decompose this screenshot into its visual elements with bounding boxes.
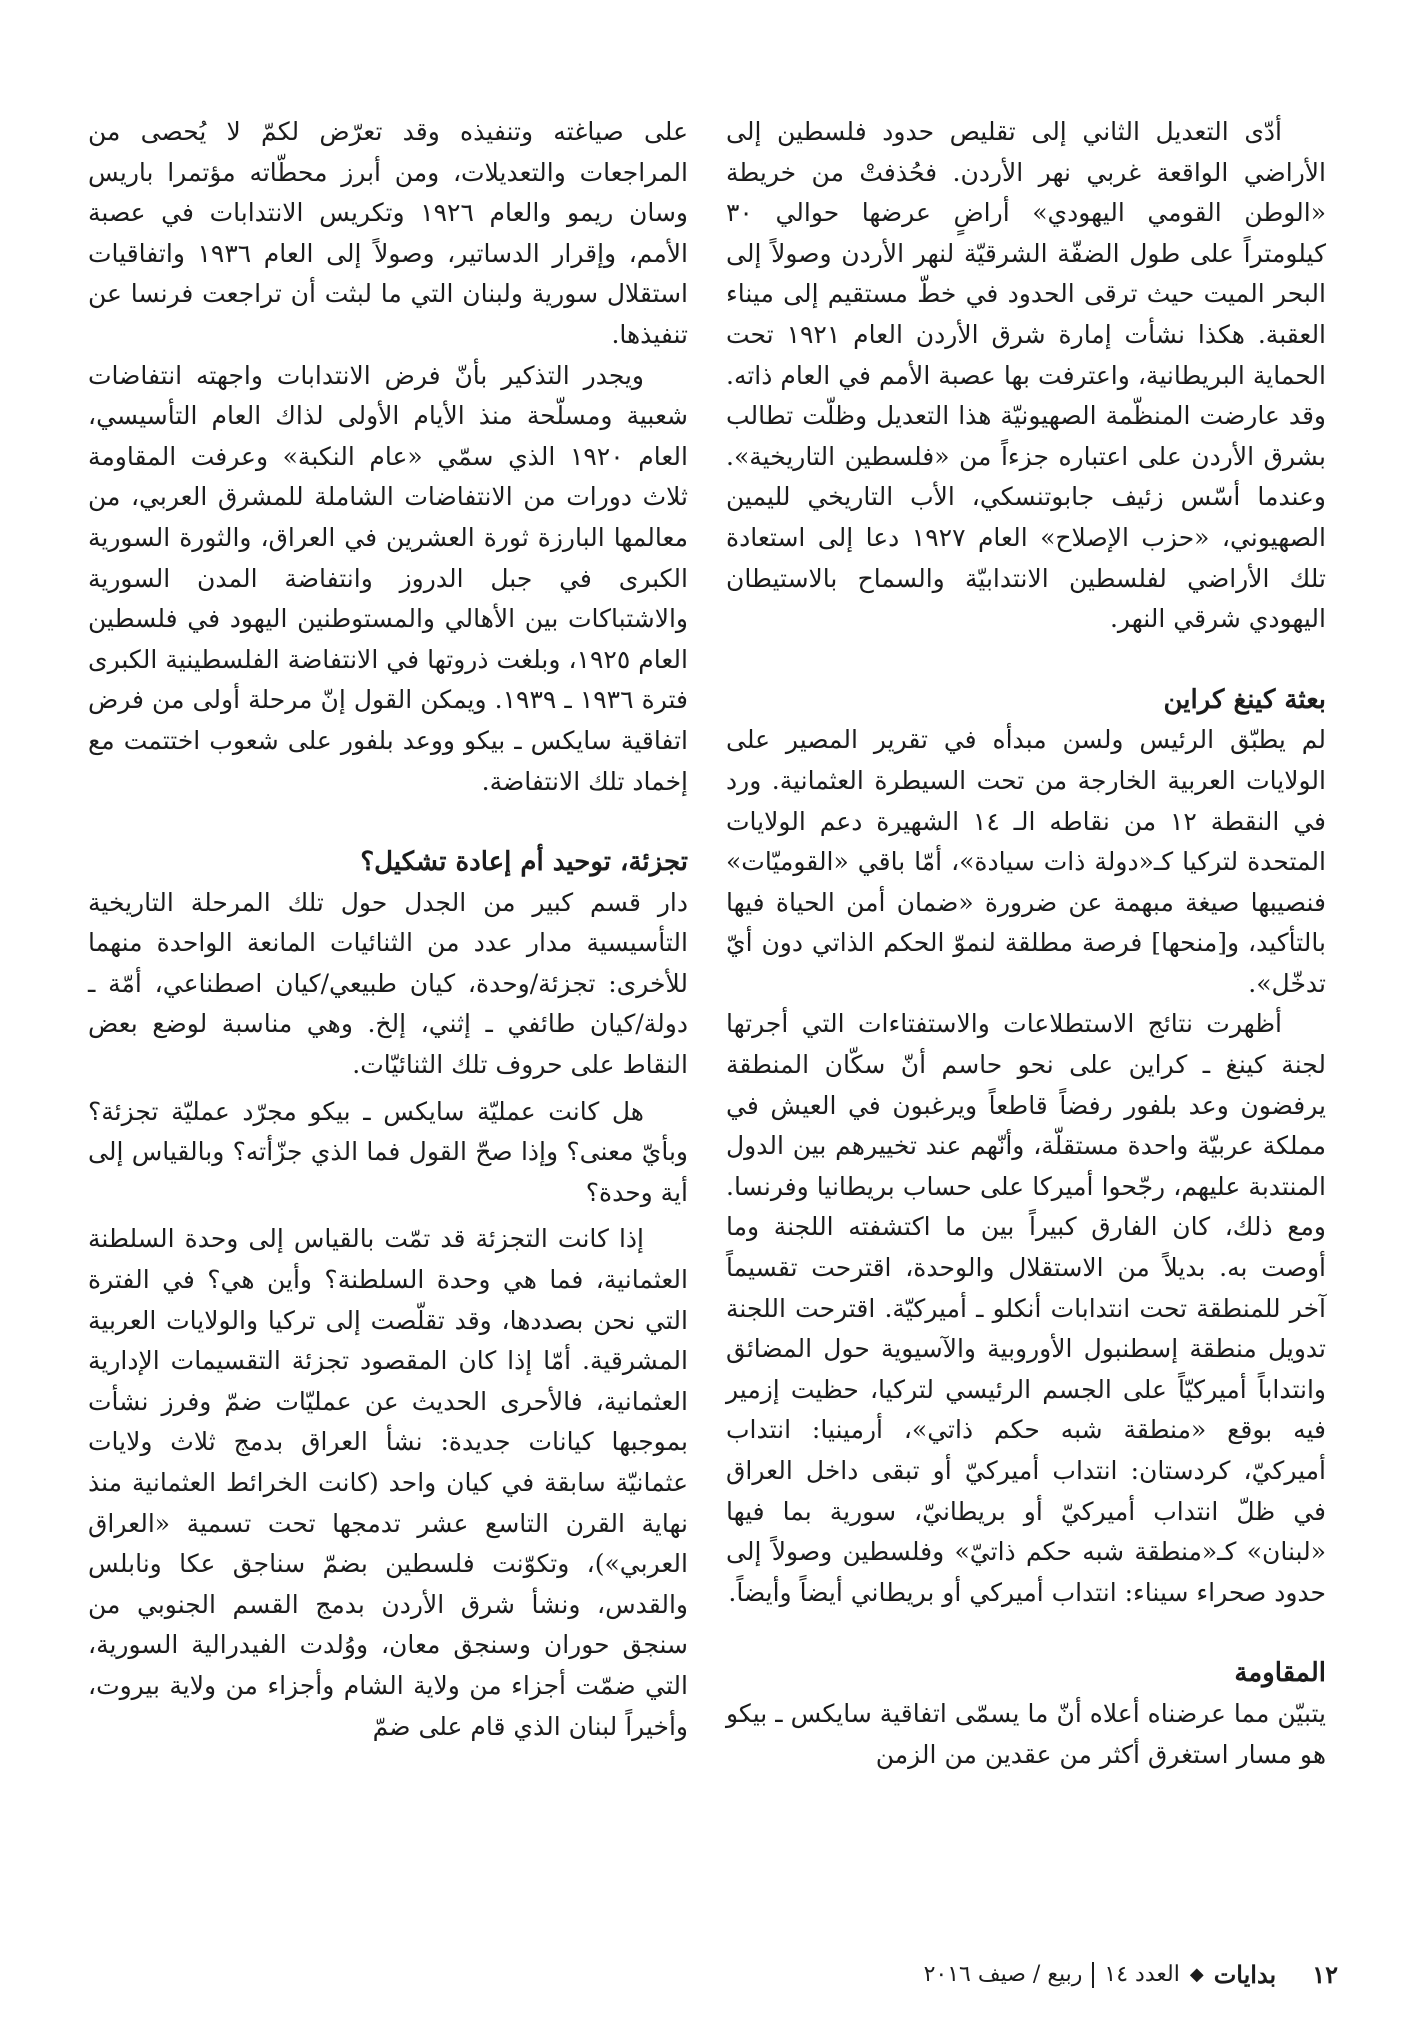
footer-divider: [1092, 1962, 1094, 1988]
diamond-icon: ◆: [1189, 1964, 1204, 1985]
paragraph: هل كانت عمليّة سايكس ـ بيكو مجرّد عمليّة تجزئة؟ وبأيّ معنى؟ وإذا صحّ القول فما الذي جزّأته؟ وبالقياس إلى أية وحدة؟: [88, 1096, 688, 1207]
paragraph: يتبيّن مما عرضناه أعلاه أنّ ما يسمّى اتفاقية سايكس ـ بيكو هو مسار استغرق أكثر من عقدين من الزمن: [726, 1698, 1326, 1769]
paragraph: لم يطبّق الرئيس ولسن مبدأه في تقرير المصير على الولايات العربية الخارجة من تحت السيطرة العثمانية. ورد في النقطة ١٢ من نقاطه الـ ١٤ الشهيرة دعم الولايات المتحدة لتركيا كـ«دولة ذات سيادة»، أمّا باقي «القوميّات» فنصيبها صيغة مبهمة عن ضرورة «ضمان أمن الحياة فيها بالتأكيد، و[منحها] فرصة مطلقة لنموّ الحكم الذاتي دون أيّ تدخّل».: [726, 725, 1326, 998]
paragraph: إذا كانت التجزئة قد تمّت بالقياس إلى وحدة السلطنة العثمانية، فما هي وحدة السلطنة؟ وأين هي؟ في الفترة التي نحن بصددها، وقد تقلّصت إلى تركيا والولايات العربية المشرقية. أمّا إذا كان المقصود تجزئة التقسيمات الإدارية العثمانية، فالأحرى الحديث عن عمليّات ضمّ وفرز نشأت بموجبها كيانات جديدة: نشأ العراق بدمج ثلاث ولايات عثمانيّة سابقة في كيان واحد (كانت الخرائط العثمانية منذ نهاية القرن التاسع عشر تدمجها تحت تسمية «العراق العربي»)، وتكوّنت فلسطين بضمّ سناجق عكا ونابلس والقدس، ونشأ شرق الأردن بدمج القسم الجنوبي من سنجق حوران وسنجق معان، ووُلدت الفيدرالية السورية، التي ضمّت أجزاء من ولاية الشام وأجزاء من ولاية بيروت، وأخيراً لبنان الذي قام على ضمّ: [88, 1224, 689, 1741]
paragraph: دار قسم كبير من الجدل حول تلك المرحلة التاريخية التأسيسية مدار عدد من الثنائيات المانعة الواحدة منهما للأخرى: تجزئة/وحدة، كيان طبيعي/كيان اصطناعي، أمّة ـ دولة/كيان طائفي ـ إثني، إلخ. وهي مناسبة لوضع بعض النقاط على حروف تلك الثنائيّات.: [88, 887, 688, 1080]
issue-season: ربيع / صيف ٢٠١٦: [923, 1962, 1083, 1987]
paragraph: ويجدر التذكير بأنّ فرض الانتدابات واجهته انتفاضات شعبية ومسلّحة منذ الأيام الأولى لذاك العام التأسيسي، العام ١٩٢٠ الذي سمّي «عام النكبة» وعرفت المقاومة ثلاث دورات من الانتفاضات الشاملة للمشرق العربي، من معالمها البارزة ثورة العشرين في العراق، والثورة السورية الكبرى في جبل الدروز وانتفاضة المدن السورية والاشتباكات بين الأهالي والمستوطنين اليهود في فلسطين العام ١٩٢٥، وبلغت ذروتها في الانتفاضة الفلسطينية الكبرى فترة ١٩٣٦ ـ ١٩٣٩. ويمكن القول إنّ مرحلة أولى من فرض اتفاقية سايكس ـ بيكو ووعد بلفور على شعوب اختتمت مع إخماد تلك الانتفاضة.: [88, 360, 688, 796]
paragraph: أدّى التعديل الثاني إلى تقليص حدود فلسطين إلى الأراضي الواقعة غربي نهر الأردن. فحُذفتْ من خريطة «الوطن القومي اليهودي» أراضٍ عرضها حوالي ٣٠ كيلومتراً على طول الضفّة الشرقيّة لنهر الأردن وصولاً إلى البحر الميت حيث ترقى الحدود في خطّ مستقيم إلى ميناء العقبة. هكذا نشأت إمارة شرق الأردن العام ١٩٢١ تحت الحماية البريطانية، واعترفت بها عصبة الأمم في العام ذاته. وقد عارضت المنظّمة الصهيونيّة هذا التعديل وظلّت تطالب بشرق الأردن على اعتباره جزءاً من «فلسطين التاريخية». وعندما أسّس زئيف جابوتنسكي، الأب التاريخي لليمين الصهيوني، «حزب الإصلاح» العام ١٩٢٧ دعا إلى استعادة تلك الأراضي لفلسطين الانتدابيّة والسماح بالاستيطان اليهودي شرقي النهر.: [726, 117, 1327, 634]
paragraph: أظهرت نتائج الاستطلاعات والاستفتاءات التي أجرتها لجنة كينغ ـ كراين على نحو حاسم أنّ سكّان المنطقة يرفضون وعد بلفور رفضاً قاطعاً ويرغبون في العيش في مملكة عربيّة واحدة مستقلّة، وأنّهم عند تخييرهم بين الدول المنتدبة عليهم، رجّحوا أميركا على حساب بريطانيا وفرنسا. ومع ذلك، كان الفارق كبيراً بين ما اكتشفته اللجنة وما أوصت به. بديلاً من الاستقلال والوحدة، اقترحت تقسيماً آخر للمنطقة تحت انتدابات أنكلو ـ أميركيّة. اقترحت اللجنة تدويل منطقة إسطنبول الأوروبية والآسيوية حول المضائق وانتداباً أميركيّاً على الجسم الرئيسي لتركيا، حظيت إزمير فيه بوقع «منطقة شبه حكم ذاتي»، أرمينيا: انتداب أميركيّ، كردستان: انتداب أميركيّ أو تبقى داخل العراق في ظلّ انتداب أميركيّ أو بريطانيّ، سورية بما فيها «لبنان» كـ«منطقة شبه حكم ذاتيّ» وفلسطين وصولاً إلى حدود صحراء سيناء: انتداب أميركي أو بريطاني أيضاً وأيضاً.: [726, 1009, 1326, 1607]
issue-number: العدد ١٤: [1104, 1962, 1180, 1987]
section-heading-resistance: المقاومة: [1234, 1658, 1326, 1689]
page-footer: [924, 1960, 1338, 1990]
left-column: [88, 112, 688, 1912]
paragraph: على صياغته وتنفيذه وقد تعرّض لكمّ لا يُحصى من المراجعات والتعديلات، ومن أبرز محطّاته مؤتمرا باريس وسان ريمو والعام ١٩٢٦ وتكريس الانتدابات في عصبة الأمم، وإقرار الدساتير، وصولاً إلى العام ١٩٣٦ واتفاقيات استقلال سورية ولبنان التي ما لبثت أن تراجعت فرنسا عن تنفيذها.: [88, 117, 688, 349]
article-columns: [88, 112, 1326, 1912]
section-heading-partition: تجزئة، توحيد أم إعادة تشكيل؟: [360, 847, 688, 878]
page-number: ١٢: [1312, 1960, 1338, 1989]
right-column: [726, 112, 1326, 1912]
section-heading-king-crane: بعثة كينغ كراين: [1163, 684, 1326, 715]
journal-name: بدايات: [1213, 1960, 1277, 1989]
